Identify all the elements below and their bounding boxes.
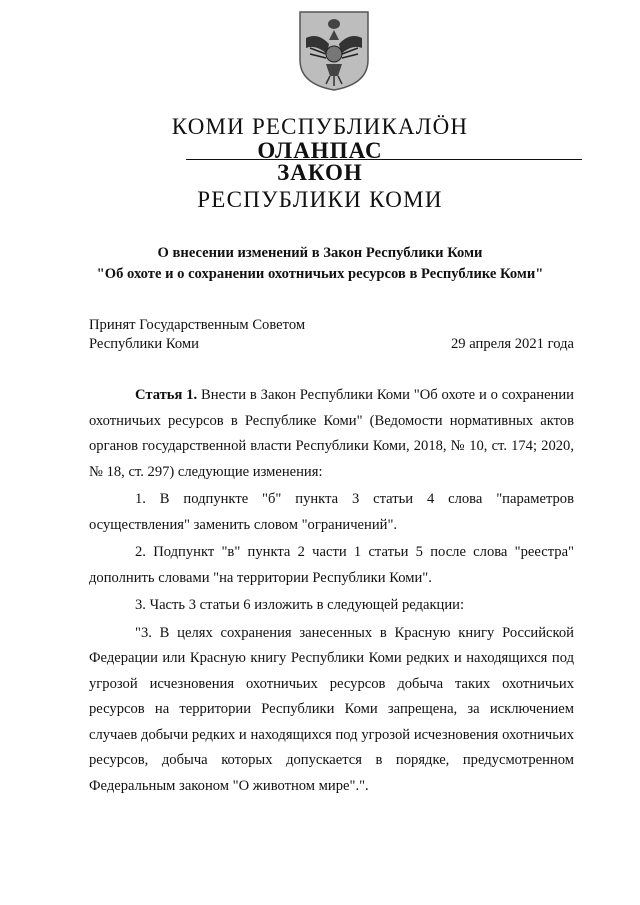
article-heading: Статья 1. xyxy=(135,387,198,403)
header-olanpas: ОЛАНПАС xyxy=(257,138,383,163)
article-intro-paragraph xyxy=(89,383,574,485)
law-title xyxy=(0,243,640,285)
law-title-line1: О внесении изменений в Закон Республики Коми xyxy=(157,245,483,261)
adoption-line1: Принят Государственным Советом xyxy=(89,317,306,333)
adoption-date: 29 апреля 2021 года xyxy=(451,336,574,352)
article-quote: "3. В целях сохранения занесенных в Красную книгу Российской Федерации или Красную книгу Республики Коми редких и находящихся под угрозой исчезновения охотничьих ресурсов добыча таких охотничьих ресурсов на территории Республики Коми запрещена, за исключением случаев добычи редких и находящихся под угрозой исчезновения охотничьих ресурсов, добыча которых допускается в порядке, предусмотренном Федеральным законом "О животном мире".". xyxy=(89,624,574,794)
header-komi-language: КОМИ РЕСПУБЛИКАЛӦН xyxy=(171,114,469,139)
article-intro: Внести в Закон Республики Коми "Об охоте и о сохранении охотничьих ресурсов в Республике Коми" (Ведомости нормативных актов органов государственной власти Республики Коми, 2018, № 10, ст. 174; 2020, № 18, ст. 297) следующие изменения: xyxy=(89,387,574,480)
article-item-2: 2. Подпункт "в" пункта 2 части 1 статьи 5 после слова "реестра" дополнить словами "на территории Республики Коми". xyxy=(89,544,574,586)
adoption-line2: Республики Коми xyxy=(89,336,199,352)
komi-republic-coat-of-arms-icon xyxy=(296,10,372,92)
header-zakon: ЗАКОН xyxy=(277,160,363,185)
law-title-line2: "Об охоте и о сохранении охотничьих ресурсов в Республике Коми" xyxy=(96,266,544,282)
article-body xyxy=(89,383,574,801)
article-item-1: 1. В подпункте "б" пункта 3 статьи 4 слова "параметров осуществления" заменить словом "ограничений". xyxy=(89,491,574,533)
adoption-body xyxy=(89,316,305,354)
header-republic: РЕСПУБЛИКИ КОМИ xyxy=(197,187,443,212)
article-item-3: 3. Часть 3 статьи 6 изложить в следующей редакции: xyxy=(135,597,465,613)
